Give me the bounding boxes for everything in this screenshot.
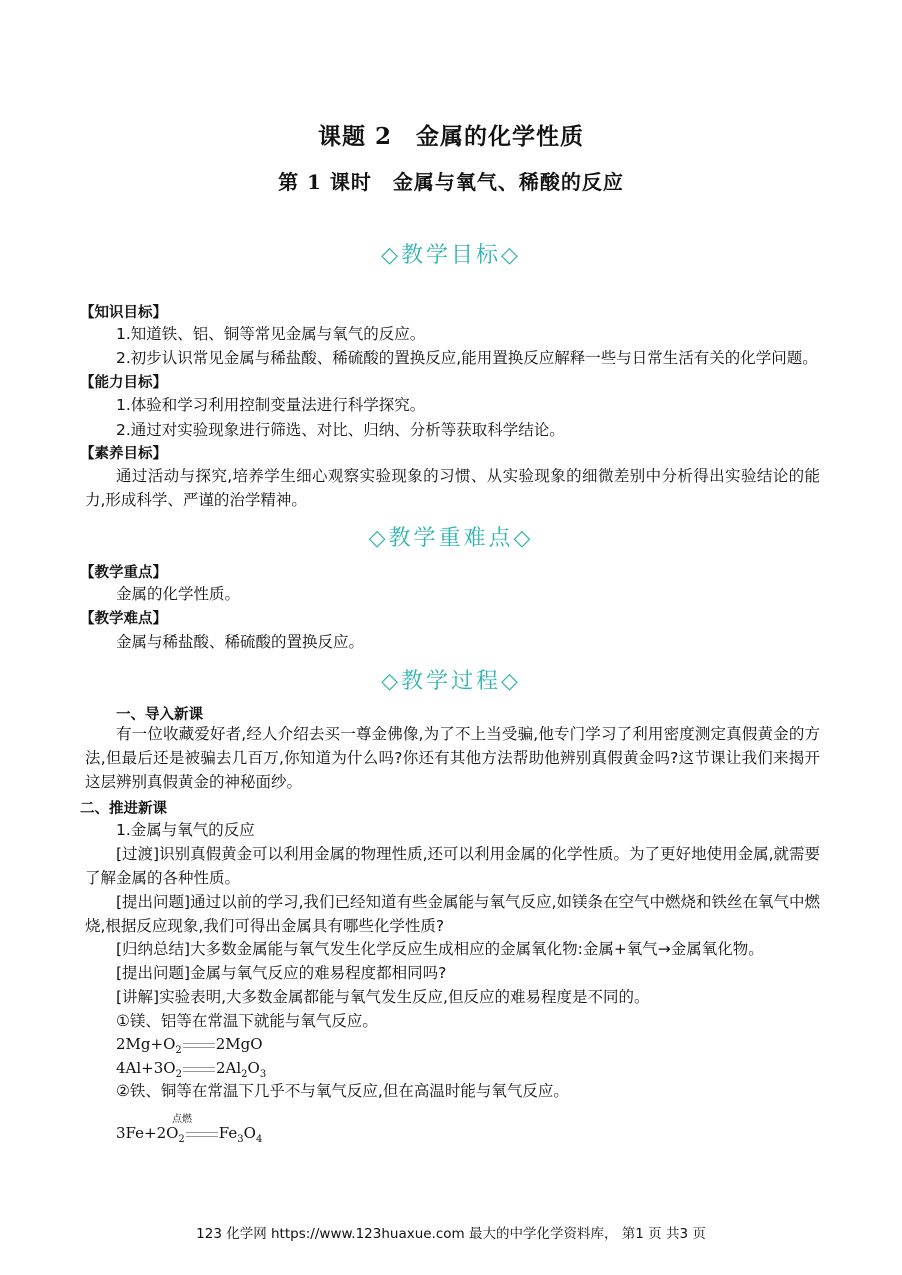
part2-heading: 二、推进新课 xyxy=(80,801,167,817)
equation-al-o2: $4Al+3O_2$ $2Al_2O_3$ xyxy=(116,1059,267,1080)
knowledge-objective-1: 1.知道铁、铝、铜等常见金属与氧气的反应。 xyxy=(116,325,426,343)
page-title: 课题 2 金属的化学性质 xyxy=(317,123,584,150)
equals-sign-icon xyxy=(183,1043,215,1048)
question1-text: [提出问题]通过以前的学习,我们已经知道有些金属能与氧气反应,如镁条在空气中燃烧和铁丝在氧气中燃烧,根据反应现象,我们可得出金属具有哪些化学性质? xyxy=(85,893,820,935)
equals-sign-icon xyxy=(183,1067,215,1072)
page-subtitle: 第 1 课时 金属与氧气、稀酸的反应 xyxy=(278,170,624,194)
question2-text: [提出问题]金属与氧气反应的难易程度都相同吗? xyxy=(116,964,447,982)
section-process-heading: ◇教学过程◇ xyxy=(381,669,521,694)
teaching-difficulty-text: 金属与稀盐酸、稀硫酸的置换反应。 xyxy=(116,633,365,651)
equation-mg-o2: $2Mg+O_2$ 2MgO xyxy=(116,1035,263,1056)
part1-intro-text: 有一位收藏爱好者,经人介绍去买一尊金佛像,为了不上当受骗,他专门学习了利用密度测定真假黄金的方法,但最后还是被骗去几百万,你知道为什么吗?你还有其他方法帮助他辨别真假黄金吗?这节课让我们来揭开这层辨别真假黄金的神秘面纱。 xyxy=(85,725,820,791)
equals-sign-icon xyxy=(186,1132,218,1137)
section-keypoints-heading: ◇教学重难点◇ xyxy=(368,526,534,551)
subsection-metal-oxygen: 1.金属与氧气的反应 xyxy=(116,821,255,839)
ability-objective-2: 2.通过对实验现象进行筛选、对比、归纳、分析等获取科学结论。 xyxy=(116,421,565,439)
ability-objective-tag: 【能力目标】 xyxy=(80,375,167,391)
equation-fe-o2: $3Fe+2O_2$ $Fe_3O_4$ xyxy=(116,1124,263,1145)
knowledge-objective-2: 2.初步认识常见金属与稀盐酸、稀硫酸的置换反应,能用置换反应解释一些与日常生活有关的化学问题。 xyxy=(116,349,818,367)
page-footer: 123 化学网 https://www.123huaxue.com 最大的中学化学资料库， 第1 页 共3 页 xyxy=(196,1226,706,1242)
transition-text: [过渡]识别真假黄金可以利用金属的物理性质,还可以利用金属的化学性质。为了更好地使用金属,就需要了解金属的各种性质。 xyxy=(85,845,820,887)
ability-objective-1: 1.体验和学习利用控制变量法进行科学探究。 xyxy=(116,396,426,414)
teaching-focus-tag: 【教学重点】 xyxy=(80,565,167,581)
teaching-difficulty-tag: 【教学难点】 xyxy=(80,611,167,627)
part1-heading: 一、导入新课 xyxy=(116,707,203,723)
point2-text: ②铁、铜等在常温下几乎不与氧气反应,但在高温时能与氧气反应。 xyxy=(116,1082,569,1100)
summary-text: [归纳总结]大多数金属能与氧气发生化学反应生成相应的金属氧化物:金属+氧气→金属氧化物。 xyxy=(116,940,764,958)
knowledge-objective-tag: 【知识目标】 xyxy=(80,305,167,321)
reaction-condition-label: 点燃 xyxy=(172,1114,192,1125)
literacy-objective-tag: 【素养目标】 xyxy=(80,446,167,462)
literacy-objective-text: 通过活动与探究,培养学生细心观察实验现象的习惯、从实验现象的细微差别中分析得出实验结论的能力,形成科学、严谨的治学精神。 xyxy=(85,467,820,509)
teaching-focus-text: 金属的化学性质。 xyxy=(116,585,241,603)
point1-text: ①镁、铝等在常温下就能与氧气反应。 xyxy=(116,1012,378,1030)
section-objectives-heading: ◇教学目标◇ xyxy=(381,243,521,268)
explain-text: [讲解]实验表明,大多数金属都能与氧气发生反应,但反应的难易程度是不同的。 xyxy=(116,988,650,1006)
